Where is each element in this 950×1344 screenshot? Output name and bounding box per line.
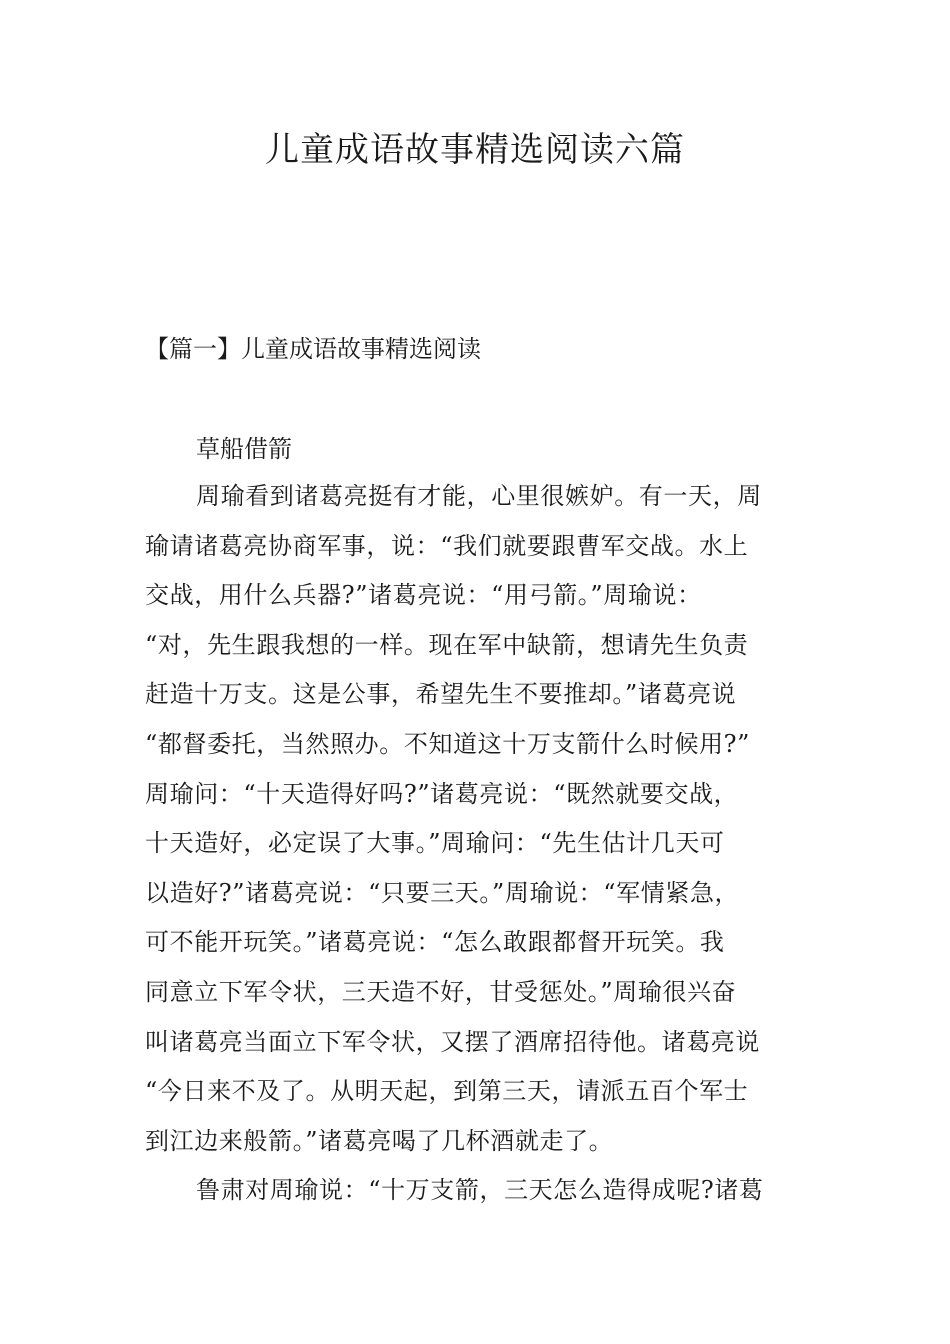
text-line: 赶造十万支。这是公事，希望先生不要推却。”诸葛亮说 <box>145 680 737 709</box>
section-heading: 【篇一】儿童成语故事精选阅读 <box>145 335 481 363</box>
text-line: “都督委托，当然照办。不知道这十万支箭什么时候用?” <box>145 729 751 758</box>
text-line: 到江边来般箭。”诸葛亮喝了几杯酒就走了。 <box>145 1126 614 1155</box>
text-line: 瑜请诸葛亮协商军事，说：“我们就要跟曹军交战。水上 <box>145 531 749 560</box>
text-line: 同意立下军令状，三天造不好，甘受惩处。”周瑜很兴奋 <box>145 977 737 1006</box>
text-line: “今日来不及了。从明天起，到第三天，请派五百个军士 <box>145 1077 749 1106</box>
text-line: 交战，用什么兵器?”诸葛亮说：“用弓箭。”周瑜说： <box>145 581 702 610</box>
text-line: 鲁肃对周瑜说：“十万支箭，三天怎么造得成呢?诸葛 <box>196 1176 764 1205</box>
text-line: 可不能开玩笑。”诸葛亮说：“怎么敢跟都督开玩笑。我 <box>145 928 725 957</box>
text-line: 十天造好，必定误了大事。”周瑜问：“先生估计几天可 <box>145 829 725 858</box>
document-title: 儿童成语故事精选阅读六篇 <box>265 130 685 170</box>
text-line: 周瑜问：“十天造得好吗?”诸葛亮说：“既然就要交战， <box>145 779 739 808</box>
text-line: 以造好?”诸葛亮说：“只要三天。”周瑜说：“军情紧急， <box>145 878 740 907</box>
story-title: 草船借箭 <box>196 435 292 463</box>
text-line: 周瑜看到诸葛亮挺有才能，心里很嫉妒。有一天，周 <box>196 482 762 510</box>
text-line: 叫诸葛亮当面立下军令状，又摆了酒席招待他。诸葛亮说 <box>145 1027 760 1056</box>
story-body <box>145 480 810 1224</box>
text-line: “对，先生跟我想的一样。现在军中缺箭，想请先生负责 <box>145 630 749 659</box>
